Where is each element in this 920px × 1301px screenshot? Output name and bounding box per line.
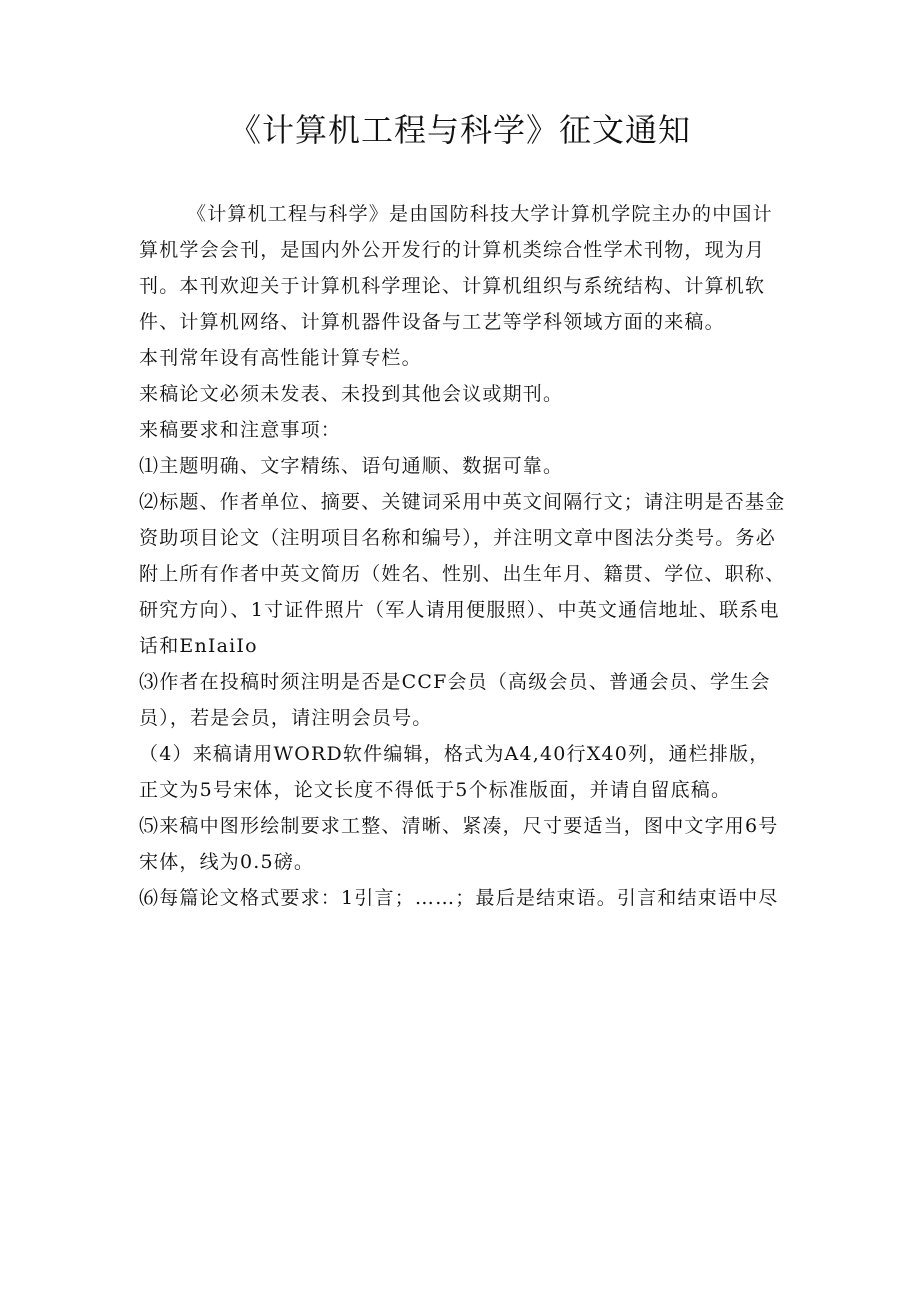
intro-paragraph: 《计算机工程与科学》是由国防科技大学计算机学院主办的中国计算机学会会刊，是国内外公开发行的计算机类综合性学术刊物，现为月刊。本刊欢迎关于计算机科学理论、计算机组织与系统结构、计算机软件、计算机网络、计算机器件设备与工艺等学科领域方面的来稿。 xyxy=(139,203,773,333)
requirement-item-5: ⑸来稿中图形绘制要求工整、清晰、紧凑，尺寸要适当，图中文字用6号宋体，线为0.5磅。 xyxy=(139,815,779,873)
document-body xyxy=(139,196,787,916)
special-column-paragraph: 本刊常年设有高性能计算专栏。 xyxy=(139,347,422,369)
requirement-item-4: （4）来稿请用WORD软件编辑，格式为A4,40行X40列，通栏排版，正文为5号宋体，论文长度不得低于5个标准版面，并请自留底稿。 xyxy=(139,743,770,801)
requirement-item-2: ⑵标题、作者单位、摘要、关键词采用中英文间隔行文；请注明是否基金资助项目论文（注明项目名称和编号），并注明文章中图法分类号。务必附上所有作者中英文简历（姓名、性别、出生年月、籍贯、学位、职称、研究方向）、1寸证件照片（军人请用便服照）、中英文通信地址、联系电话和EnIaiIo xyxy=(139,491,786,657)
requirements-heading: 来稿要求和注意事项： xyxy=(139,419,342,441)
document-title: 《计算机工程与科学》征文通知 xyxy=(228,111,691,149)
originality-paragraph: 来稿论文必须未发表、未投到其他会议或期刊。 xyxy=(139,383,564,405)
requirement-item-3: ⑶作者在投稿时须注明是否是CCF会员（高级会员、普通会员、学生会员），若是会员，请注明会员号。 xyxy=(139,671,771,729)
requirement-item-1: ⑴主题明确、文字精练、语句通顺、数据可靠。 xyxy=(139,455,564,477)
requirement-item-6: ⑹每篇论文格式要求：1引言；……；最后是结束语。引言和结束语中尽 xyxy=(139,887,779,909)
